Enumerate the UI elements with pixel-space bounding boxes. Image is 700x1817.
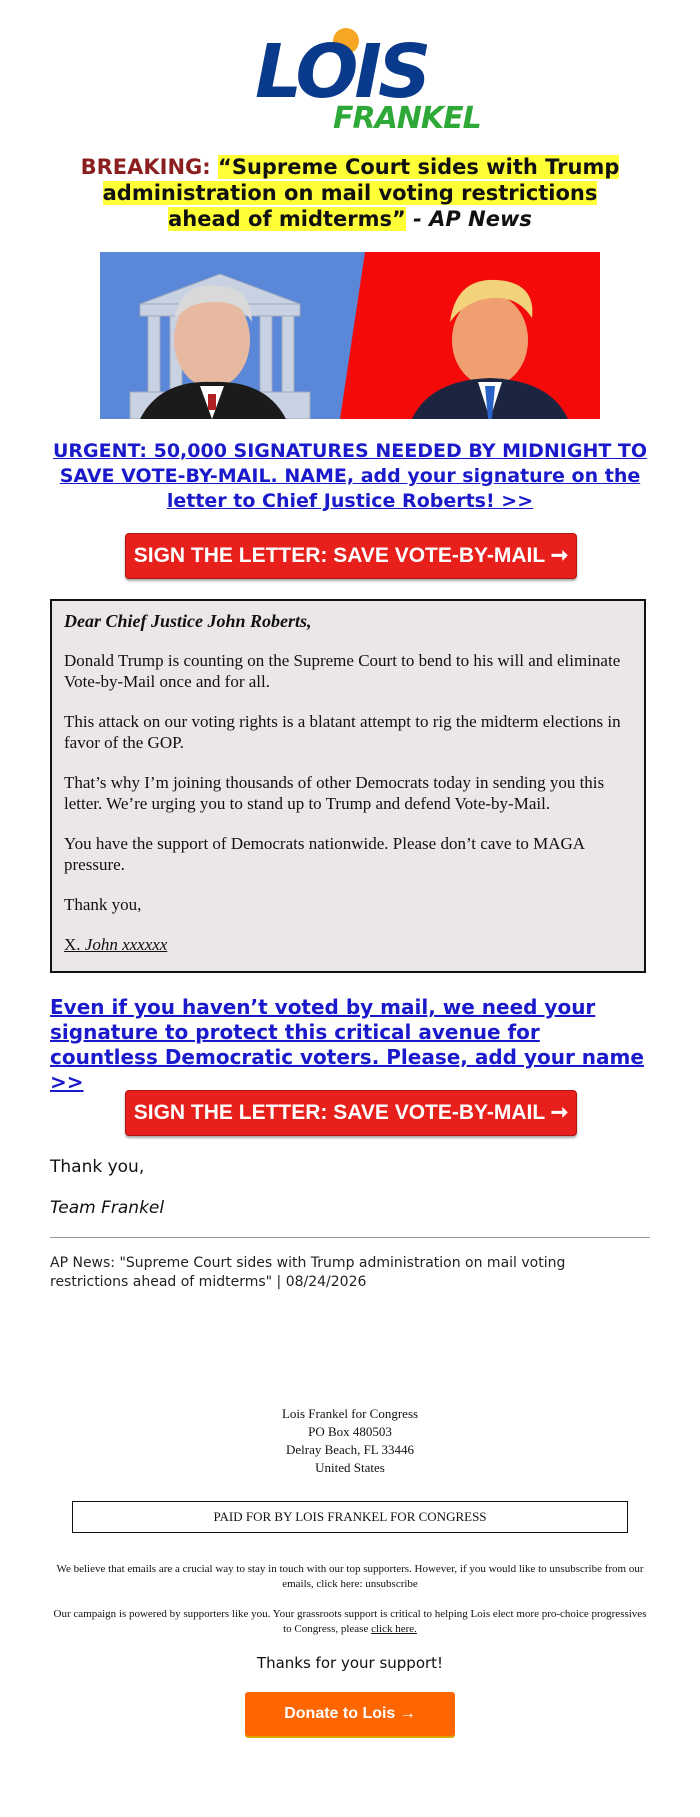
letter-signature bbox=[64, 934, 632, 955]
paid-for-disclaimer: PAID FOR BY LOIS FRANKEL FOR CONGRESS bbox=[72, 1501, 628, 1533]
lois-frankel-logo bbox=[255, 28, 481, 138]
mailing-address bbox=[200, 1405, 500, 1477]
urgent-signature-link[interactable]: URGENT: 50,000 SIGNATURES NEEDED BY MIDNIGHT TO SAVE VOTE-BY-MAIL. NAME, add your signature on the letter to Chief Justice Roberts! >> bbox=[52, 440, 648, 512]
letter-paragraph: That’s why I’m joining thousands of other Democrats today in sending you this letter. We’re urging you to stand up to Trump and defend Vote-by-Mail. bbox=[64, 773, 605, 813]
hero-image[interactable] bbox=[100, 252, 600, 419]
sign-letter-button-bottom[interactable]: SIGN THE LETTER: SAVE VOTE-BY-MAIL ➞ bbox=[125, 1090, 577, 1136]
letter-paragraph: Donald Trump is counting on the Supreme Court to bend to his will and eliminate Vote-by-Mail once and for all. bbox=[64, 651, 621, 691]
letter-box bbox=[50, 599, 646, 973]
hero-illustration bbox=[100, 252, 600, 419]
sign-letter-button-top[interactable]: SIGN THE LETTER: SAVE VOTE-BY-MAIL ➞ bbox=[125, 533, 577, 579]
logo-name-top: LOIS bbox=[255, 29, 428, 115]
unsubscribe-text[interactable]: We believe that emails are a crucial way to stay in touch with our top supporters. However, if you would like to unsubscribe from our emails, click here: unsubscribe bbox=[56, 1563, 644, 1590]
closing-team: Team Frankel bbox=[50, 1198, 165, 1218]
signature-prefix: X. bbox=[64, 935, 85, 954]
signature-name: John xxxxxx bbox=[84, 935, 168, 954]
headline-quote: “Supreme Court sides with Trump administration on mail voting restrictions ahead of midterms” bbox=[102, 155, 620, 231]
headline-source: - AP News bbox=[405, 207, 532, 231]
logo-name-bottom: FRANKEL bbox=[333, 101, 481, 136]
address-line: Lois Frankel for Congress bbox=[281, 1406, 419, 1421]
address-line: United States bbox=[315, 1460, 385, 1475]
divider bbox=[50, 1237, 650, 1238]
closing-thanks: Thank you, bbox=[50, 1157, 145, 1177]
headline bbox=[70, 154, 630, 232]
grassroots-text bbox=[50, 1607, 650, 1637]
add-name-link[interactable]: Even if you haven’t voted by mail, we need your signature to protect this critical avenue for countless Democratic voters. Please, add your name >> bbox=[50, 995, 644, 1094]
donate-button[interactable]: Donate to Lois → bbox=[245, 1692, 455, 1736]
address-line: PO Box 480503 bbox=[308, 1424, 392, 1439]
letter-sign-off: Thank you, bbox=[64, 895, 142, 914]
click-here-link[interactable]: click here. bbox=[371, 1623, 417, 1635]
letter-greeting: Dear Chief Justice John Roberts, bbox=[64, 611, 312, 631]
grassroots-body: Our campaign is powered by supporters like you. Your grassroots support is critical to helping Lois elect more pro-choice progressives to Congress, please bbox=[53, 1608, 647, 1635]
ap-news-citation: AP News: "Supreme Court sides with Trump administration on mail voting restrictions ahead of midterms" | 08/24/2026 bbox=[50, 1255, 566, 1290]
address-line: Delray Beach, FL 33446 bbox=[285, 1442, 415, 1457]
breaking-label: BREAKING: bbox=[80, 155, 211, 179]
letter-paragraph: This attack on our voting rights is a blatant attempt to rig the midterm elections in favor of the GOP. bbox=[64, 712, 621, 752]
letter-paragraph: You have the support of Democrats nationwide. Please don’t cave to MAGA pressure. bbox=[64, 834, 585, 874]
thanks-support: Thanks for your support! bbox=[256, 1654, 444, 1672]
